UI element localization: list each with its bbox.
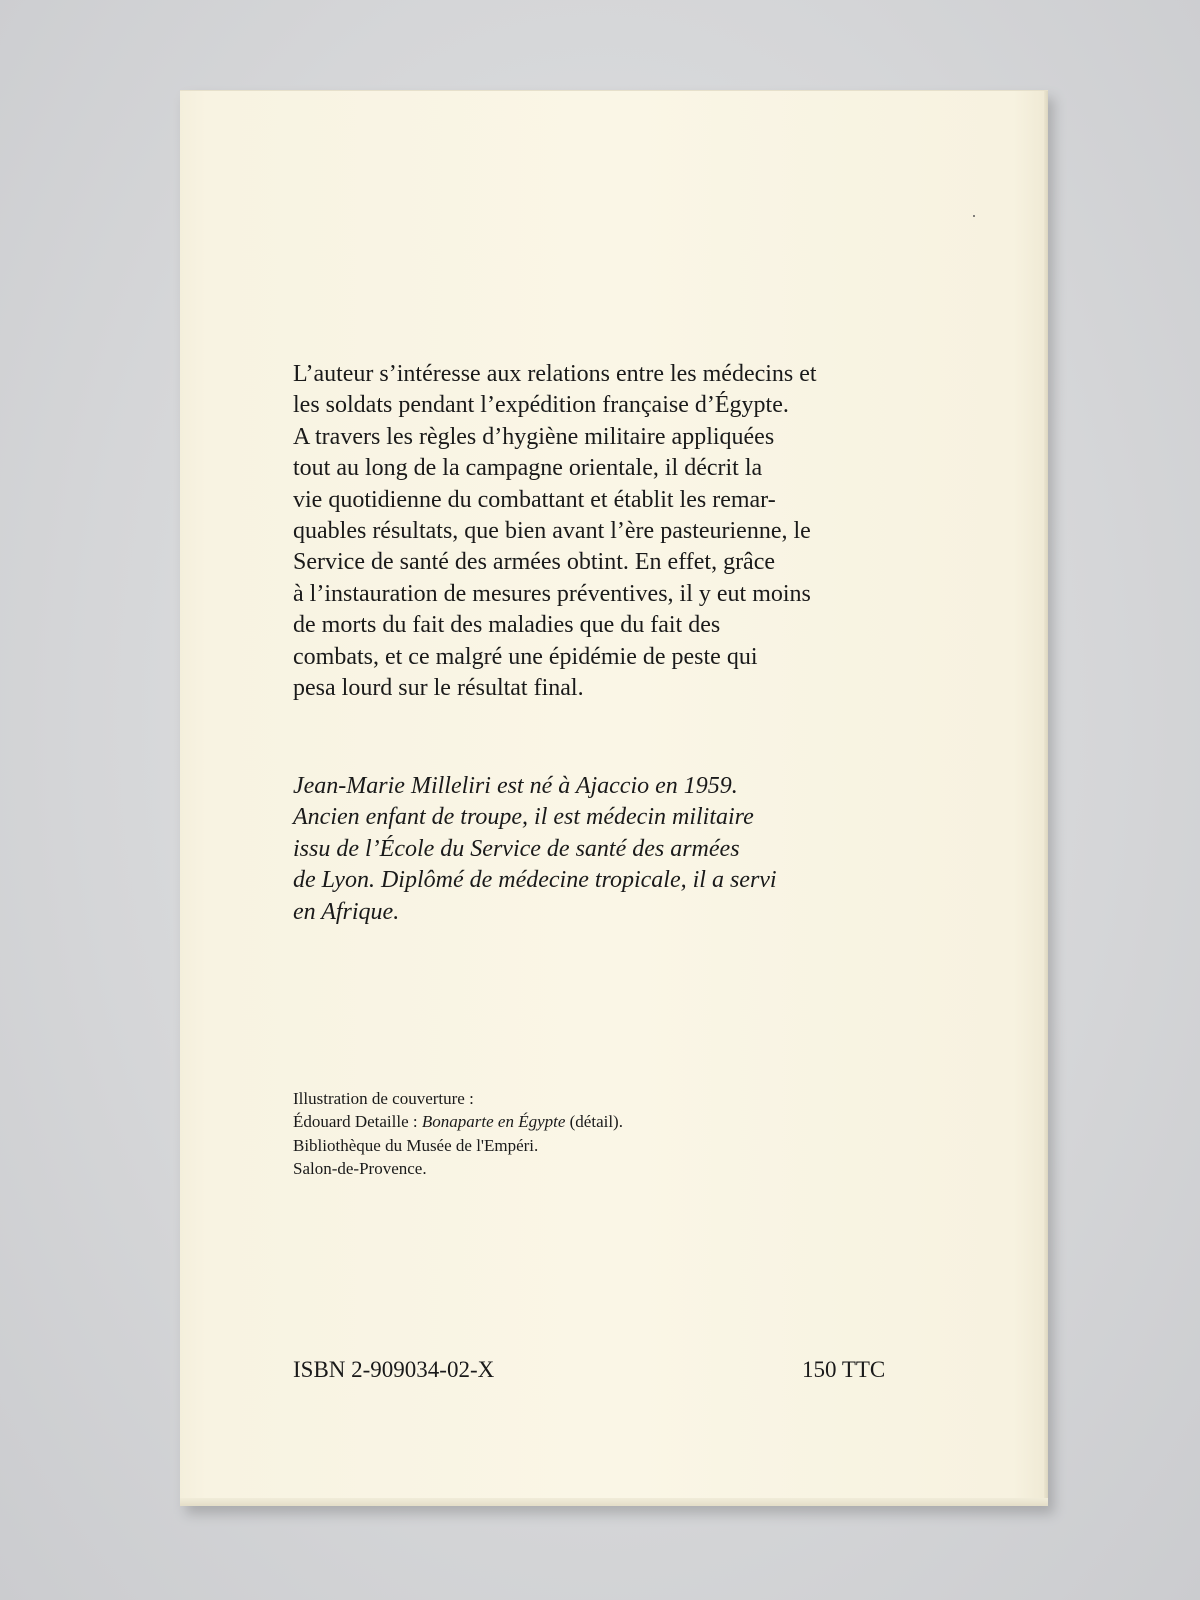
isbn-number: ISBN 2-909034-02-X <box>293 1357 495 1382</box>
credits-artwork <box>293 1110 773 1133</box>
price-label: 150 TTC <box>802 1357 886 1382</box>
credits-location: Salon-de-Provence. <box>293 1159 427 1179</box>
summary-text: L’auteur s’intéresse aux relations entre les médecins et les soldats pendant l’expédition française d’Égypte. A travers les règles d’hygiène militaire appliquées tout au long de la campagne orientale, il décrit la vie quotidienne du combattant et établit les remar- quables résultats, que bien avant l’ère pasteurienne, le Service de santé des armées obtint. En effet, grâce à l’instauration de mesures préventives, il y eut moins de morts du fait des maladies que du fait des combats, et ce malgré une épidémie de peste qui pesa lourd sur le résultat final. <box>293 361 817 702</box>
book-back-cover <box>180 90 1048 1506</box>
credits-detail-note: (détail). <box>565 1112 623 1132</box>
credits-artist: Édouard Detaille : <box>293 1112 422 1132</box>
paper-speck <box>973 215 975 217</box>
credits-heading: Illustration de couverture : <box>293 1089 474 1108</box>
author-bio: Jean-Marie Milleliri est né à Ajaccio en 1959. Ancien enfant de troupe, il est médecin militaire issu de l’École du Service de santé des armées de Lyon. Diplômé de médecine tropicale, il a servi en Afrique. <box>293 773 777 925</box>
book-bottom-edge <box>180 1498 1048 1506</box>
book-spine-edge <box>1044 91 1048 1506</box>
cover-credits <box>293 1087 773 1181</box>
credits-library: Bibliothèque du Musée de l'Empéri. <box>293 1135 539 1155</box>
credits-artwork-title: Bonaparte en Égypte <box>421 1112 566 1132</box>
